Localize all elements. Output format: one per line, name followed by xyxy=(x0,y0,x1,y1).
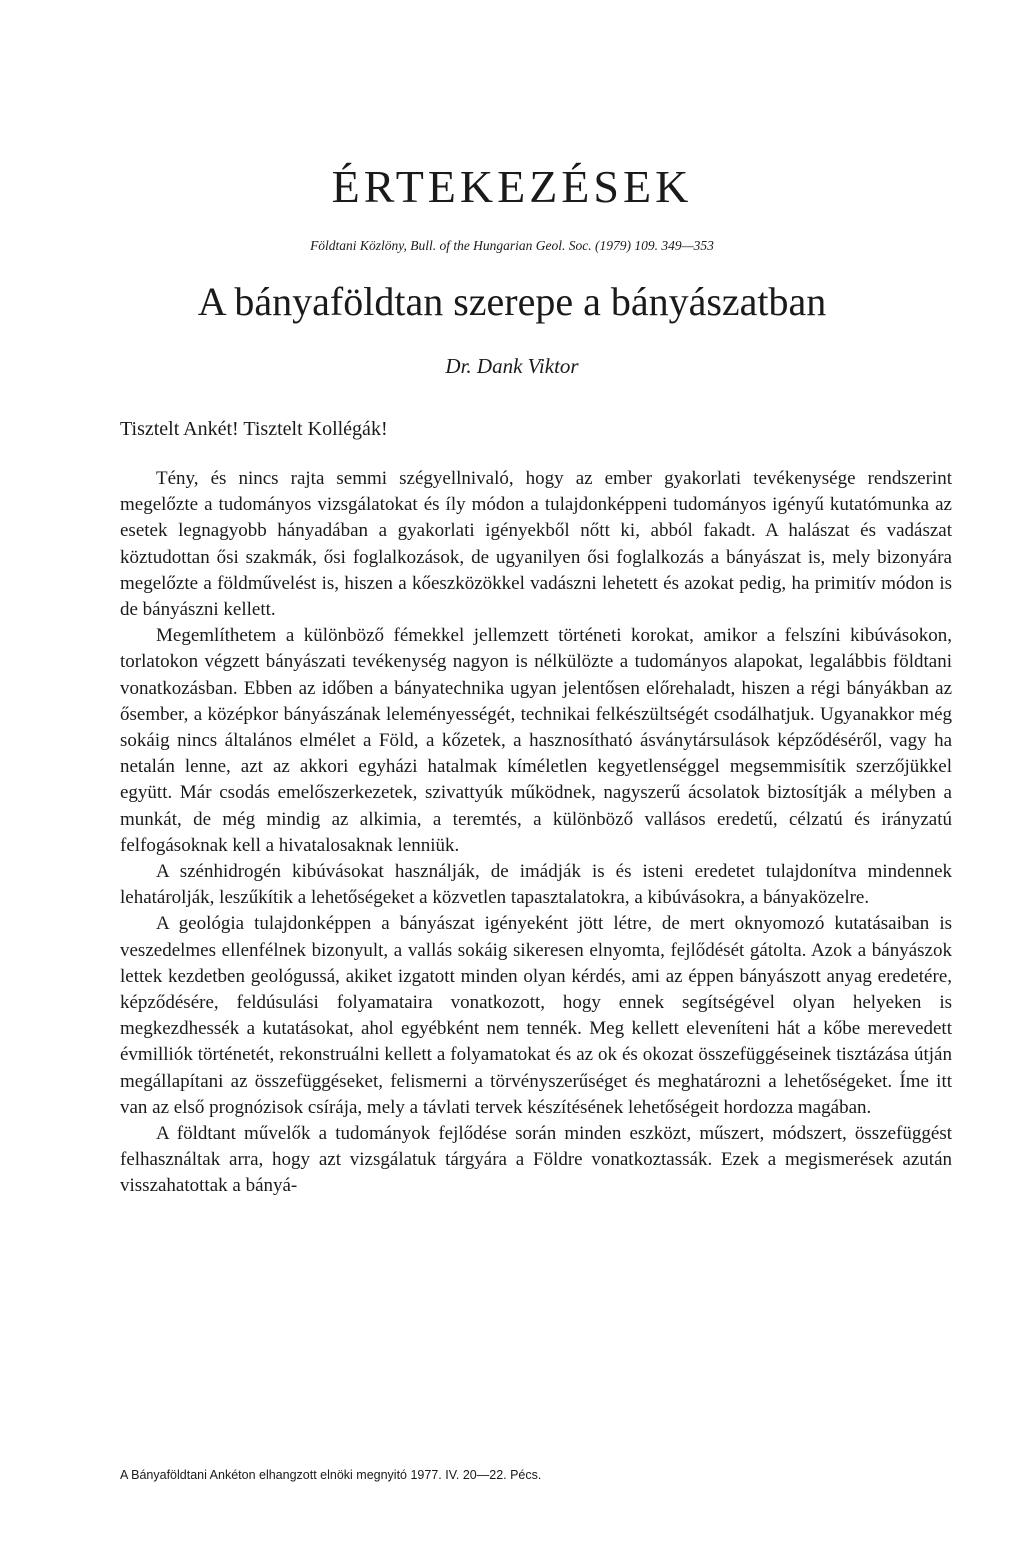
section-title: ÉRTEKEZÉSEK xyxy=(331,161,693,212)
journal-citation: Földtani Közlöny, Bull. of the Hungarian Geol. Soc. (1979) 109. 349—353 xyxy=(310,238,714,253)
article-title: A bányaföldtan szerepe a bányászatban xyxy=(197,279,827,324)
paragraph: A szénhidrogén kibúvásokat használják, de imádják is és isteni eredetet tulajdonítva mindennek lehatárolják, leszűkítik a lehetőségeket a közvetlen tapasztalatokra, a kibúvásokra, a bányaközelre. xyxy=(120,861,952,909)
paragraph: A geológia tulajdonképpen a bányászat igényeként jött létre, de mert oknyomozó kutatásaiban is veszedelmes ellenfélnek bizonyult, a vallás sokáig sikeresen elnyomta, fejlődését gátolta. Azok a bányászok lettek kezdetben geológussá, akiket izgatott minden olyan kérdés, ami az éppen bányászott anyag eredetére, képződésére, feldúsulási folyamataira vonatkozott, hogy ennek segítségével olyan helyeken is megkezdhessék a kutatásokat, ahol egyébként nem tennék. Meg kellett eleveníteni hát a kőbe merevedett évmilliók történetét, rekonstruálni kellett a folyamatokat és az ok és okozat összefüggéseinek tisztázása útján megállapítani az összefüggéseket, felismerni a törvényszerűséget és meghatározni a lehetőségeket. Íme itt van az első prognózisok csírája, mely a távlati tervek készítésének lehetőségeit hordozza magában. xyxy=(120,913,952,1118)
paragraph: Megemlíthetem a különböző fémekkel jellemzett történeti korokat, amikor a felszíni kibúvásokon, torlatokon végzett bányászati tevékenység nagyon is nélkülözte a tudományos alapokat, legalábbis földtani vonatkozásban. Ebben az időben a bányatechnika ugyan jelentősen előrehaladt, hiszen a régi bányákban az ősember, a középkor bányászának leleményességét, technikai felkészültségét csodálhatjuk. Ugyanakkor még sokáig nincs általános elmélet a Föld, a kőzetek, a hasznosítható ásványtársulások képződéséről, vagy ha netalán lenne, azt az akkori egyházi hatalmak kíméletlen kegyetlenséggel megsemmisítik szerzőjükkel együtt. Már csodás emelőszerkezetek, szivattyúk működnek, nagyszerű ácsolatok biztosítják a mélyben a munkát, de még mindig az alkimia, a teremtés, a különböző vallásos eredetű, célzatú és irányzatú felfogásoknak kell a hivatalosaknak lenniük. xyxy=(120,625,952,856)
paragraph: Tény, és nincs rajta semmi szégyellnivaló, hogy az ember gyakorlati tevékenysége rendszerint megelőzte a tudományos vizsgálatokat és íly módon a tulajdonképpeni tudományos igényű kutatómunka az esetek legnagyobb hányadában a gyakorlati igényekből nőtt ki, abból fakadt. A halászat és vadászat köztudottan ősi szakmák, ősi foglalkozások, de ugyanilyen ősi foglalkozás a bányászat is, mely bizonyára megelőzte a földművelést is, hiszen a kőeszközökkel vadászni lehetett és azokat pedig, ha primitív módon is de bányászni kellett. xyxy=(120,468,952,621)
article-body xyxy=(120,466,952,1200)
footnote: A Bányaföldtani Ankéton elhangzott elnöki megnyitó 1977. IV. 20—22. Pécs. xyxy=(120,1468,542,1482)
paragraph: A földtant művelők a tudományok fejlődése során minden eszközt, műszert, módszert, összefüggést felhasználtak arra, hogy azt vizsgálatuk tárgyára a Földre vonatkoztassák. Ezek a megismerések azután visszahatottak a bányá- xyxy=(120,1123,952,1197)
author-name: Dr. Dank Viktor xyxy=(445,354,579,378)
greeting: Tisztelt Ankét! Tisztelt Kollégák! xyxy=(120,418,388,440)
